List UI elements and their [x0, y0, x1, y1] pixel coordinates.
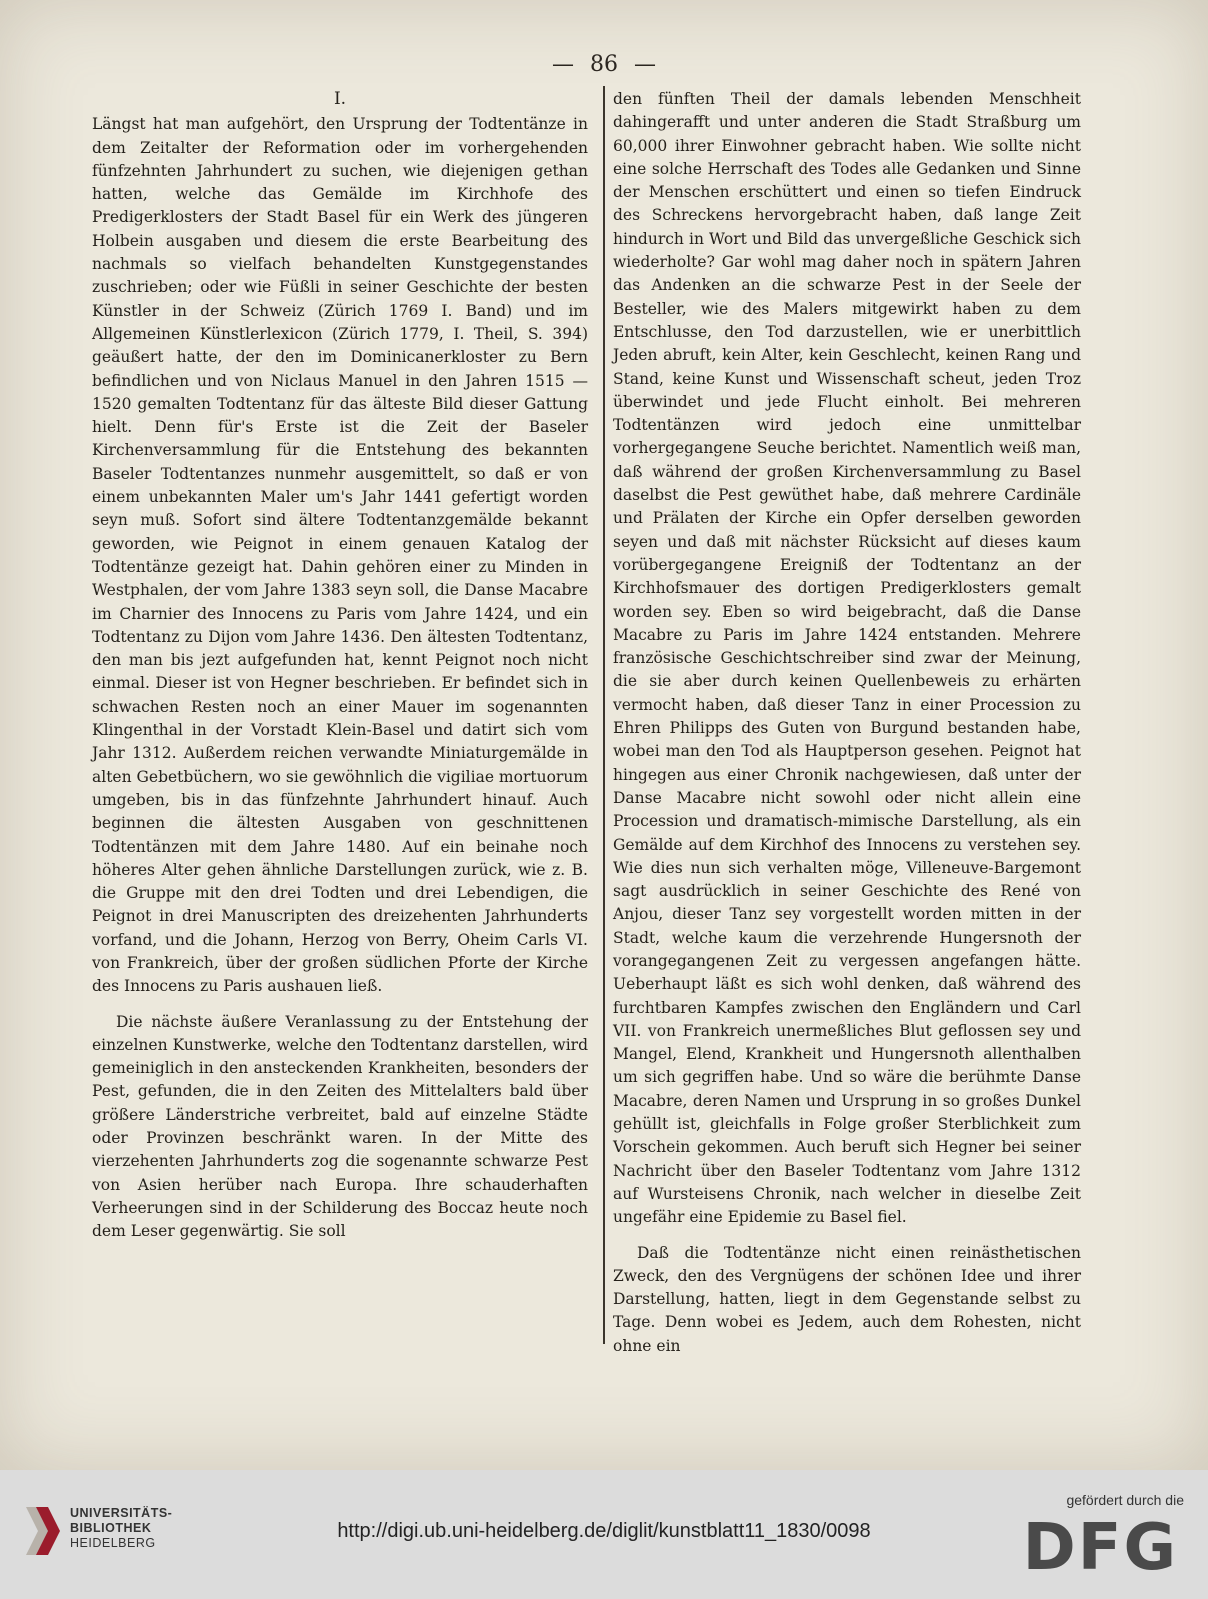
dfg-logo: DFG — [1022, 1511, 1178, 1585]
library-name-line1: UNIVERSITÄTS- — [70, 1506, 173, 1520]
permalink-url[interactable]: http://digi.ub.uni-heidelberg.de/diglit/kunstblatt11_1830/0098 — [337, 1520, 871, 1542]
library-name-line2: BIBLIOTHEK — [70, 1521, 152, 1535]
right-paragraph-1: den fünften Theil der damals lebenden Menschheit dahingerafft und unter anderen die Stadt Straßburg um 60,000 ihrer Einwohner gebracht haben. Wie sollte nicht eine solche Herrschaft des Todes alle Gedanken und Sinne der Menschen erschüttert und einen so tiefen Eindruck des Schreckens hervorgebracht haben, daß lange Zeit hindurch in Wort und Bild das unvergeßliche Geschick sich wiederholte? Gar wohl mag daher noch in spätern Jahren das Andenken an die schwarze Pest in der Seele der Besteller, wie des Malers mitgewirkt haben zu dem Entschlusse, den Tod darzustellen, wie er unerbittlich Jeden abruft, kein Alter, kein Geschlecht, keinen Rang und Stand, keine Kunst und Wissenschaft scheut, jeden Troz überwindet und jede Flucht einholt. Bei mehreren Todtentänzen wird jedoch eine unmittelbar vorhergegangene Seuche berichtet. Namentlich weiß man, daß während der großen Kirchenversammlung zu Basel daselbst die Pest gewüthet habe, daß mehrere Cardinäle und Prälaten der Kirche ein Opfer derselben geworden seyen und daß mit nächster Rücksicht auf dieses kaum vorübergegangene Ereigniß der Todtentanz an der Kirchhofsmauer des dortigen Predigerklosters gemalt worden sey. Eben so wird beigebracht, daß die Danse Macabre zu Paris im Jahre 1424 entstanden. Mehrere französische Geschichtschreiber sind zwar der Meinung, die sie aber durch keinen Quellenbeweis zu erhärten vermocht haben, daß dieser Tanz in einer Procession zu Ehren Philipps des Guten von Burgund bestanden habe, wobei man den Tod als Hauptperson gesehen. Peignot hat hingegen aus einer Chronik nachgewiesen, daß unter der Danse Macabre nicht sowohl oder nicht allein eine Procession und dramatisch-mimische Darstellung, als ein Gemälde auf dem Kirchhof des Innocens zu verstehen sey. Wie dies nun sich verhalten möge, Villeneuve-Bargemont sagt ausdrücklich in seiner Geschichte des René von Anjou, dieser Tanz sey vorgestellt worden mitten in der Stadt, welche kaum die verzehrende Hungersnoth der vorangegangenen Zeit zu vergessen angefangen hätte. Ueberhaupt läßt es sich wohl denken, daß während des furchtbaren Kampfes zwischen den Engländern und Carl VII. von Frankreich unermeßliches Blut geflossen sey und Mangel, Elend, Krankheit und Hungersnoth allenthalben um sich gegriffen habe. Und so wäre die berühmte Danse Macabre, deren Namen und Ursprung in so großes Dunkel gehüllt ist, gleichfalls in Folge großer Sterblichkeit zum Vorschein gekommen. Auch beruft sich Hegner bei seiner Nachricht über den Baseler Todtentanz vom Jahre 1312 auf Wursteisens Chronik, nach welcher in dieselbe Zeit ungefähr eine Epidemie zu Basel fiel. — [613, 90, 1081, 1227]
column-divider — [603, 86, 605, 1344]
left-paragraph-1: Längst hat man aufgehört, den Ursprung der Todtentänze in dem Zeitalter der Reformation oder im vorhergehenden fünfzehnten Jahrhundert zu suchen, wie diejenigen gethan hatten, welche das Gemälde im Kirchhofe des Predigerklosters der Stadt Basel für ein Werk des jüngeren Holbein ausgaben und diesem die erste Bearbeitung des nachmals so vielfach behandelten Kunstgegenstandes zuschrieben; oder wie Füßli in seiner Geschichte der besten Künstler in der Schweiz (Zürich 1769 I. Band) und im Allgemeinen Künstlerlexicon (Zürich 1779, I. Theil, S. 394) geäußert hatte, der den im Dominicanerkloster zu Bern befindlichen und von Niclaus Manuel in den Jahren 1515 — 1520 gemalten Todtentanz für das älteste Bild dieser Gattung hielt. Denn für's Erste ist die Zeit der Baseler Kirchenversammlung für die Entstehung des bekannten Baseler Todtentanzes nunmehr ausgemittelt, so daß er von einem unbekannten Maler um's Jahr 1441 gefertigt worden seyn muß. Sofort sind ältere Todtentanzgemälde bekannt geworden, wie Peignot in einem genauen Katalog der Todtentänze gezeigt hat. Dahin gehören einer zu Minden in Westphalen, der vom Jahre 1383 seyn soll, die Danse Macabre im Charnier des Innocens zu Paris vom Jahre 1424, und ein Todtentanz zu Dijon vom Jahre 1436. Den ältesten Todtentanz, den man bis jezt aufgefunden hat, kennt Peignot noch nicht einmal. Dieser ist von Hegner beschrieben. Er befindet sich in schwachen Resten noch an einer Mauer im sogenannten Klingenthal in der Vorstadt Klein-Basel und datirt sich vom Jahr 1312. Außerdem reichen verwandte Miniaturgemälde in alten Gebetbüchern, wo sie gewöhnlich die vigiliae mortuorum umgeben, bis in das fünfzehnte Jahrhundert hinauf. Auch beginnen die ältesten Ausgaben von geschnittenen Todtentänzen mit dem Jahre 1480. Auf ein beinahe noch höheres Alter gehen ähnliche Darstellungen zurück, wie z. B. die Gruppe mit den drei Todten und drei Lebendigen, die Peignot in drei Manuscripten des dreizehenten Jahrhunderts vorfand, und die Johann, Herzog von Berry, Oheim Carls VI. von Frankreich, über der großen südlichen Pforte der Kirche des Innocens zu Paris aushauen ließ. — [92, 115, 588, 996]
page-number: — 86 — — [552, 52, 656, 77]
left-paragraph-2: Die nächste äußere Veranlassung zu der Entstehung der einzelnen Kunstwerke, welche den Todtentanz darstellen, wird gemeiniglich in den ansteckenden Krankheiten, besonders der Pest, gefunden, die in den Zeiten des Mittelalters bald über größere Länderstriche verbreitet, bald auf einzelne Städte oder Provinzen beschränkt waren. In der Mitte des vierzehenten Jahrhunderts zog die sogenannte schwarze Pest von Asien herüber nach Europa. Ihre schauderhaften Verheerungen sind in der Schilderung des Boccaz heute noch dem Leser gegenwärtig. Sie soll — [92, 1012, 588, 1241]
page-number-value: 86 — [590, 52, 618, 77]
left-column — [92, 88, 588, 1244]
viewer-footer — [0, 1470, 1208, 1599]
library-name-line3: HEIDELBERG — [70, 1536, 156, 1550]
section-title: I. — [333, 89, 347, 109]
right-paragraph-2: Daß die Todtentänze nicht einen reinästhetischen Zweck, den des Vergnügens der schönen Idee und ihrer Darstellung, hatten, liegt in dem Gegenstande selbst zu Tage. Denn wobei es Jedem, auch dem Rohesten, nicht ohne ein — [613, 1243, 1081, 1355]
funding-caption: gefördert durch die — [1066, 1492, 1184, 1508]
right-column — [613, 88, 1081, 1358]
